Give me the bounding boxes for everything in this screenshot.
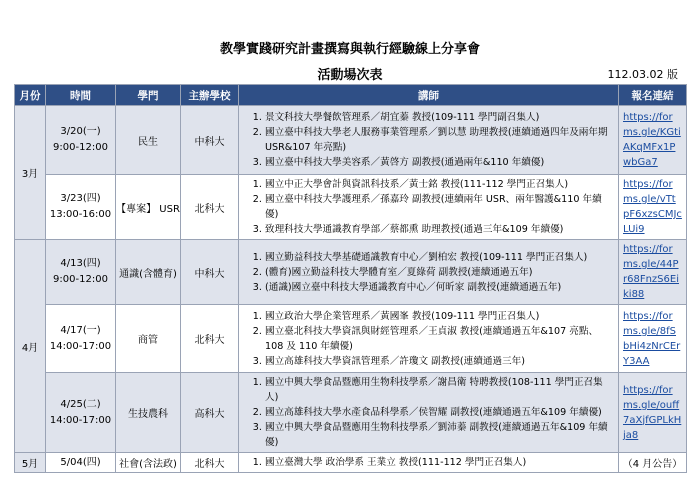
page-title: 教學實踐研究計畫撰寫與執行經驗線上分享會 bbox=[219, 42, 480, 57]
speaker-item: 3. 國立臺中科技大學美容系／黃啓方 副教授(通過兩年&110 年續優) bbox=[265, 155, 614, 170]
speaker-item: 2. (體育)國立勤益科技大學體育室／夏綠荷 副教授(連續通過五年) bbox=[265, 265, 614, 280]
speaker-item: 3. 國立高雄科技大學資訊管理系／許瓊文 副教授(連續通過三年) bbox=[265, 354, 614, 369]
date-cell: 3/23(四) 13:00-16:00 bbox=[46, 175, 116, 240]
school-cell: 北科大 bbox=[181, 305, 239, 373]
month-cell: 3月 bbox=[15, 106, 46, 240]
field-cell: 商管 bbox=[116, 305, 181, 373]
date-cell: 4/25(二) 14:00-17:00 bbox=[46, 373, 116, 453]
header-month: 月份 bbox=[15, 85, 46, 106]
speaker-item: 1. 國立政治大學企業管理系／黃國峯 教授(109-111 學門正召集人) bbox=[265, 309, 614, 324]
registration-link[interactable]: https://forms.gle/44Pr68FnzS6Eiki88 bbox=[619, 240, 687, 305]
header-row bbox=[15, 85, 687, 106]
speaker-item: 2. 國立高雄科技大學水產食品科學系／侯智耀 副教授(連續通過五年&109 年續優) bbox=[265, 405, 614, 420]
registration-link[interactable]: https://forms.gle/8fSbHi4zNrCErY3AA bbox=[619, 305, 687, 373]
speakers-cell bbox=[239, 453, 619, 473]
speaker-item: 3. 國立中興大學食品暨應用生物科技學系／劉沛蓁 副教授(連續通過五年&109 年續優) bbox=[265, 420, 614, 450]
speaker-item: 1. 國立中興大學食品暨應用生物科技學系／謝昌衛 特聘教授(108-111 學門正召集人) bbox=[265, 375, 614, 405]
speakers-cell bbox=[239, 106, 619, 175]
header-link: 報名連結 bbox=[619, 85, 687, 106]
speakers-cell bbox=[239, 175, 619, 240]
speaker-item: 1. 國立臺灣大學 政治學系 王業立 教授(111-112 學門正召集人) bbox=[265, 455, 614, 470]
school-cell: 中科大 bbox=[181, 106, 239, 175]
table-row bbox=[15, 305, 687, 373]
date-cell: 3/20(一) 9:00-12:00 bbox=[46, 106, 116, 175]
field-cell: 社會(含法政) bbox=[116, 453, 181, 473]
speaker-item: 2. 國立臺中科技大學護理系／孫嘉玲 副教授(連續兩年 USR、兩年醫護&110 年續優) bbox=[265, 192, 614, 222]
table-row bbox=[15, 453, 687, 473]
registration-note: （4 月公告） bbox=[619, 453, 687, 473]
school-cell: 北科大 bbox=[181, 453, 239, 473]
header-time: 時間 bbox=[46, 85, 116, 106]
header-school: 主辦學校 bbox=[181, 85, 239, 106]
header-speakers: 講師 bbox=[239, 85, 619, 106]
table-row bbox=[15, 175, 687, 240]
registration-link[interactable]: https://forms.gle/ouff7aXjfGPLkHja8 bbox=[619, 373, 687, 453]
speaker-item: 1. 國立勤益科技大學基礎通識教育中心／劉柏宏 教授(109-111 學門正召集人) bbox=[265, 250, 614, 265]
field-cell: 生技農科 bbox=[116, 373, 181, 453]
field-cell: 【專案】 USR bbox=[116, 175, 181, 240]
school-cell: 高科大 bbox=[181, 373, 239, 453]
table-row bbox=[15, 373, 687, 453]
speakers-cell bbox=[239, 305, 619, 373]
table-row bbox=[15, 106, 687, 175]
date-cell: 4/13(四) 9:00-12:00 bbox=[46, 240, 116, 305]
header-field: 學門 bbox=[116, 85, 181, 106]
version-label: 112.03.02 版 bbox=[607, 68, 678, 81]
field-cell: 民生 bbox=[116, 106, 181, 175]
table-row bbox=[15, 240, 687, 305]
month-cell: 5月 bbox=[15, 453, 46, 473]
speaker-item: 3. (通識)國立臺中科技大學通識教育中心／何昕家 副教授(連續通過五年) bbox=[265, 280, 614, 295]
registration-link[interactable]: https://forms.gle/KGtiAKqMFx1PwbGa7 bbox=[619, 106, 687, 175]
speakers-cell bbox=[239, 373, 619, 453]
speaker-item: 3. 致理科技大學通識教育學部／蔡都熏 助理教授(通過三年&109 年續優) bbox=[265, 222, 614, 237]
month-cell: 4月 bbox=[15, 240, 46, 453]
speaker-item: 1. 景文科技大學餐飲管理系／胡宜蓁 教授(109-111 學門副召集人) bbox=[265, 110, 614, 125]
schedule-table bbox=[14, 84, 687, 473]
school-cell: 北科大 bbox=[181, 175, 239, 240]
speaker-item: 1. 國立中正大學會計與資訊科技系／黃士銘 教授(111-112 學門正召集人) bbox=[265, 177, 614, 192]
field-cell: 通識(含體育) bbox=[116, 240, 181, 305]
speaker-item: 2. 國立臺中科技大學老人服務事業管理系／劉以慧 助理教授(連續通過四年及兩年期 USR&107 年亮點) bbox=[265, 125, 614, 155]
school-cell: 中科大 bbox=[181, 240, 239, 305]
registration-link[interactable]: https://forms.gle/vTtpF6xzsCMJcLUi9 bbox=[619, 175, 687, 240]
speaker-item: 2. 國立臺北科技大學資訊與財經管理系／王貞淑 教授(連續通過五年&107 亮點、108 及 110 年續優) bbox=[265, 324, 614, 354]
date-cell: 4/17(一) 14:00-17:00 bbox=[46, 305, 116, 373]
speakers-cell bbox=[239, 240, 619, 305]
date-cell: 5/04(四) bbox=[46, 453, 116, 473]
page-subtitle: 活動場次表 bbox=[317, 68, 383, 83]
